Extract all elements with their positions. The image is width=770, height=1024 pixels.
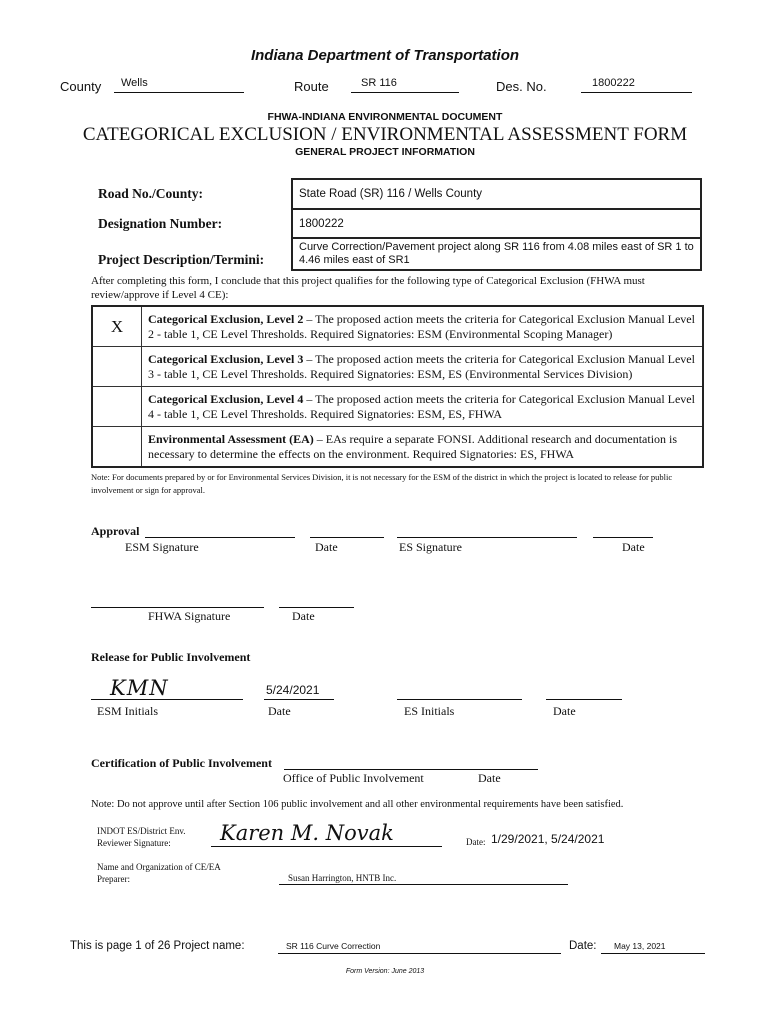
esm-signature-label: ESM Signature [125,540,199,554]
ce-option-row [92,427,703,468]
ce-option-body: – The proposed action meets the criteria for Categorical Exclusion Manual Level 2 - table 1, CE Level Thresholds. Required Signatories: ESM (Environmental Scoping Manager) [148,311,695,341]
designation-label: Designation Number: [98,215,223,231]
des-underline [581,92,692,93]
ce-option-body: – EAs require a separate FONSI. Additional research and documentation is necessary to determine the effects on the environment. Required Signatories: ES, FHWA [148,431,678,461]
esm-signature-line[interactable] [145,537,295,538]
ce-option-heading: Categorical Exclusion, Level 3 [148,351,304,366]
date-line[interactable] [593,537,653,538]
general-info-table [90,178,702,271]
designation-value: 1800222 [292,209,701,238]
project-label: Project Description/Termini: [98,252,265,267]
es-signature-label: ES Signature [399,540,462,554]
road-value: State Road (SR) 116 / Wells County [292,179,701,209]
ce-option-text [142,347,704,387]
form-version: Form Version: June 2013 [345,968,425,975]
footer-date-line [601,953,705,954]
county-underline [114,92,244,93]
esm-initials-handwriting: KMN [110,676,169,700]
des-label: Des. No. [496,79,547,94]
date-label: Date [315,540,338,554]
footer-project-name: SR 116 Curve Correction [286,941,381,951]
release-date-value: 5/24/2021 [266,683,320,697]
ce-option-row [92,306,703,347]
preparer-label-line2: Preparer: [97,874,130,884]
preparer-label-line1: Name and Organization of CE/EA [97,862,221,872]
certification-line[interactable] [284,769,538,770]
ce-option-text [142,387,704,427]
ce-checkbox[interactable] [92,347,142,387]
route-value: SR 116 [361,77,397,89]
doc-title: CATEGORICAL EXCLUSION / ENVIRONMENTAL ASSESSMENT FORM [82,124,688,145]
section-title: GENERAL PROJECT INFORMATION [295,146,475,158]
date-line[interactable] [546,699,622,700]
route-underline [351,92,459,93]
ce-checkbox[interactable]: X [92,306,142,347]
ce-option-body: – The proposed action meets the criteria for Categorical Exclusion Manual Level 4 - table 1, CE Level Thresholds. Required Signatories: ESM, ES, FHWA [148,391,695,421]
esm-initials-label: ESM Initials [97,704,159,718]
date-label: Date [553,704,576,718]
preparer-line[interactable] [279,884,568,885]
ce-option-text [142,306,704,347]
note2-text: Note: Do not approve until after Section 106 public involvement and all other environmental requirements have been satisfied. [91,799,624,810]
reviewer-label-line1: INDOT ES/District Env. [97,826,186,836]
date-label: Date [478,771,501,785]
doc-subtitle: FHWA-INDIANA ENVIRONMENTAL DOCUMENT [267,111,503,123]
reviewer-label [97,825,186,849]
certification-heading: Certification of Public Involvement [91,756,272,770]
date-line[interactable] [264,699,334,700]
reviewer-signature: Karen M. Novak [220,821,394,845]
route-label: Route [294,79,329,94]
road-label: Road No./County: [98,186,204,201]
project-name-line [278,953,561,954]
reviewer-date-value: 1/29/2021, 5/24/2021 [491,832,605,846]
reviewer-label-line2: Reviewer Signature: [97,838,171,848]
es-initials-line[interactable] [397,699,522,700]
ce-checkbox[interactable] [92,427,142,468]
date-label: Date [268,704,291,718]
ce-option-heading: Environmental Assessment (EA) [148,431,314,446]
date-line[interactable] [310,537,384,538]
footer-date-value: May 13, 2021 [614,941,666,951]
ce-checkbox[interactable] [92,387,142,427]
project-value: Curve Correction/Pavement project along SR 116 from 4.08 miles east of SR 1 to 4.46 miles east of SR1 [292,238,701,270]
reviewer-date-label: Date: [466,837,486,847]
reviewer-signature-line[interactable] [211,846,442,847]
ce-option-body: – The proposed action meets the criteria for Categorical Exclusion Manual Level 3 - table 1, CE Level Thresholds. Required Signatories: ESM, ES (Environmental Services Division) [148,351,695,381]
es-signature-line[interactable] [397,537,577,538]
ce-options-table [91,305,704,468]
release-heading: Release for Public Involvement [91,650,251,664]
agency-title: Indiana Department of Transportation [250,47,520,64]
preparer-label [97,861,221,885]
intro-text: After completing this form, I conclude that this project qualifies for the following type of Categorical Exclusion (FHWA must review/approve if Level 4 CE): [91,275,645,301]
ce-option-heading: Categorical Exclusion, Level 2 [148,311,304,326]
des-value: 1800222 [592,77,635,89]
es-initials-label: ES Initials [404,704,455,718]
preparer-value: Susan Harrington, HNTB Inc. [288,873,397,883]
footer-page-text: This is page 1 of 26 Project name: [70,940,245,952]
approval-heading: Approval [91,524,140,538]
office-label: Office of Public Involvement [283,771,424,785]
fhwa-signature-label: FHWA Signature [148,609,231,623]
ce-option-heading: Categorical Exclusion, Level 4 [148,391,304,406]
ce-option-row [92,347,703,387]
date-line[interactable] [279,607,354,608]
footer-date-label: Date: [569,940,597,952]
date-label: Date [622,540,645,554]
ce-option-row [92,387,703,427]
county-value: Wells [121,77,148,89]
note-text: Note: For documents prepared by or for Environmental Services Division, it is not necessary for the ESM of the district in which the project is located to release for public involvement or sign for approval. [91,472,673,495]
esm-initials-line[interactable] [91,699,243,700]
fhwa-signature-line[interactable] [91,607,264,608]
date-label: Date [292,609,315,623]
county-label: County [60,79,102,94]
ce-option-text [142,427,704,468]
